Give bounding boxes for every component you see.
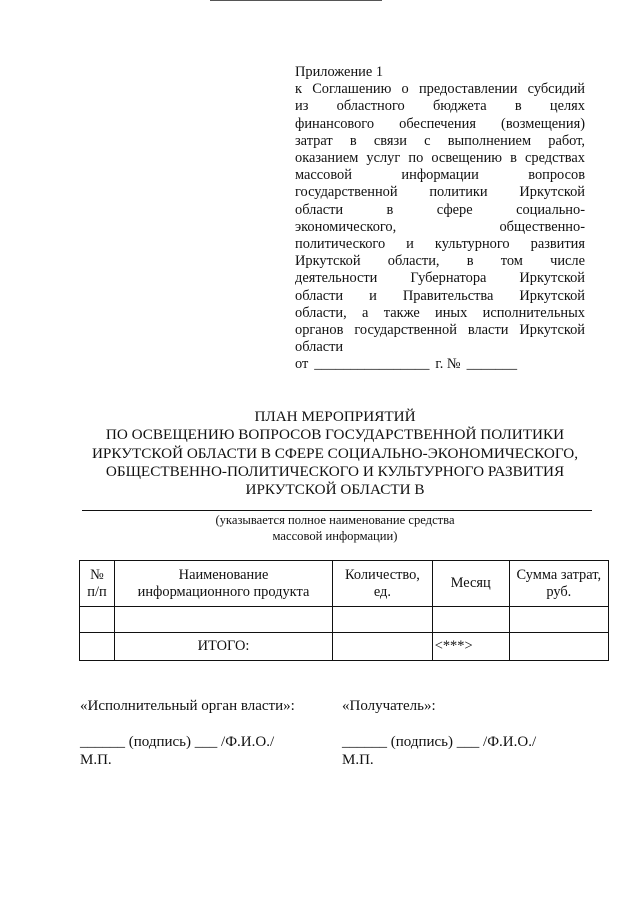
annex-line: оказанием услуг по освещению в средствах — [295, 150, 585, 167]
table-total-row — [80, 633, 609, 661]
annex-line: Иркутской области, в том числе — [295, 253, 585, 270]
table-cell[interactable] — [509, 633, 608, 661]
plan-table — [79, 560, 609, 661]
authority-label: «Исполнительный орган власти»: — [80, 698, 295, 714]
annex-line: затрат в связи с выполнением работ, — [295, 132, 585, 149]
title-line: ПО ОСВЕЩЕНИЮ ВОПРОСОВ ГОСУДАРСТВЕННОЙ ПОЛИТИКИ — [105, 426, 565, 444]
header-month — [432, 561, 509, 607]
annex-line: политического и культурного развития — [295, 236, 585, 253]
header-text: руб. — [546, 583, 572, 600]
total-month-marker: <***> — [432, 633, 509, 661]
number-blank: _______ — [466, 356, 518, 373]
annex-block — [295, 64, 585, 374]
table-cell[interactable] — [333, 633, 433, 661]
annex-line: области в сфере социально- — [295, 201, 585, 218]
header-text: Наименование — [178, 566, 269, 583]
header-text: № — [90, 566, 104, 583]
header-text: ед. — [373, 583, 391, 600]
annex-line: деятельности Губернатора Иркутской — [295, 270, 585, 287]
media-name-note — [150, 513, 520, 544]
annex-line: государственной политики Иркутской — [295, 184, 585, 201]
recipient-label: «Получатель»: — [342, 698, 436, 714]
table-cell[interactable] — [509, 607, 608, 633]
header-product-name — [114, 561, 332, 607]
title-line: ИРКУТСКОЙ ОБЛАСТИ В — [245, 481, 425, 499]
annex-date-line — [295, 356, 585, 373]
header-text: Сумма затрат, — [516, 566, 602, 583]
annex-line: области, а также иных исполнительных — [295, 304, 585, 321]
table-cell[interactable] — [333, 607, 433, 633]
header-text: информационного продукта — [137, 583, 310, 600]
annex-line: из областного бюджета в целях — [295, 98, 585, 115]
header-text: Количество, — [344, 566, 420, 583]
total-label: ИТОГО: — [114, 633, 332, 661]
document-title — [70, 408, 600, 499]
authority-stamp: М.П. — [80, 752, 112, 768]
table-cell[interactable] — [80, 607, 115, 633]
header-quantity — [333, 561, 433, 607]
annex-line: массовой информации вопросов — [295, 167, 585, 184]
title-line: ПЛАН МЕРОПРИЯТИЙ — [254, 408, 416, 425]
annex-line: экономического, общественно- — [295, 218, 585, 235]
header-cost — [509, 561, 608, 607]
media-note-line: массовой информации) — [272, 528, 398, 543]
title-line: ИРКУТСКОЙ ОБЛАСТИ В СФЕРЕ СОЦИАЛЬНО-ЭКОНОМИЧЕСКОГО, — [91, 444, 579, 462]
header-text: п/п — [87, 583, 107, 600]
date-blank: ________________ — [314, 356, 430, 373]
table-row — [80, 607, 609, 633]
number-prefix: г. № — [435, 356, 461, 373]
table-cell[interactable] — [114, 607, 332, 633]
annex-line: области и Правительства Иркутской — [295, 287, 585, 304]
media-note-line: (указывается полное наименование средства — [215, 513, 455, 527]
top-divider — [210, 0, 382, 1]
recipient-stamp: М.П. — [342, 752, 374, 768]
date-prefix: от — [295, 356, 309, 373]
annex-line: финансового обеспечения (возмещения) — [295, 115, 585, 132]
annex-line: органов государственной власти Иркутской — [295, 322, 585, 339]
annex-heading: Приложение 1 — [295, 64, 384, 80]
annex-line: области — [295, 339, 344, 356]
media-name-line — [82, 510, 592, 511]
title-line: ОБЩЕСТВЕННО-ПОЛИТИЧЕСКОГО И КУЛЬТУРНОГО РАЗВИТИЯ — [105, 462, 565, 480]
header-text: Месяц — [450, 575, 491, 591]
authority-signature-line: ______ (подпись) ___ /Ф.И.О./ — [80, 734, 275, 750]
recipient-signature-line: ______ (подпись) ___ /Ф.И.О./ — [342, 734, 537, 750]
annex-line: к Соглашению о предоставлении субсидий — [295, 81, 585, 98]
header-number — [80, 561, 115, 607]
table-cell[interactable] — [432, 607, 509, 633]
table-header-row — [80, 561, 609, 607]
table-cell — [80, 633, 115, 661]
